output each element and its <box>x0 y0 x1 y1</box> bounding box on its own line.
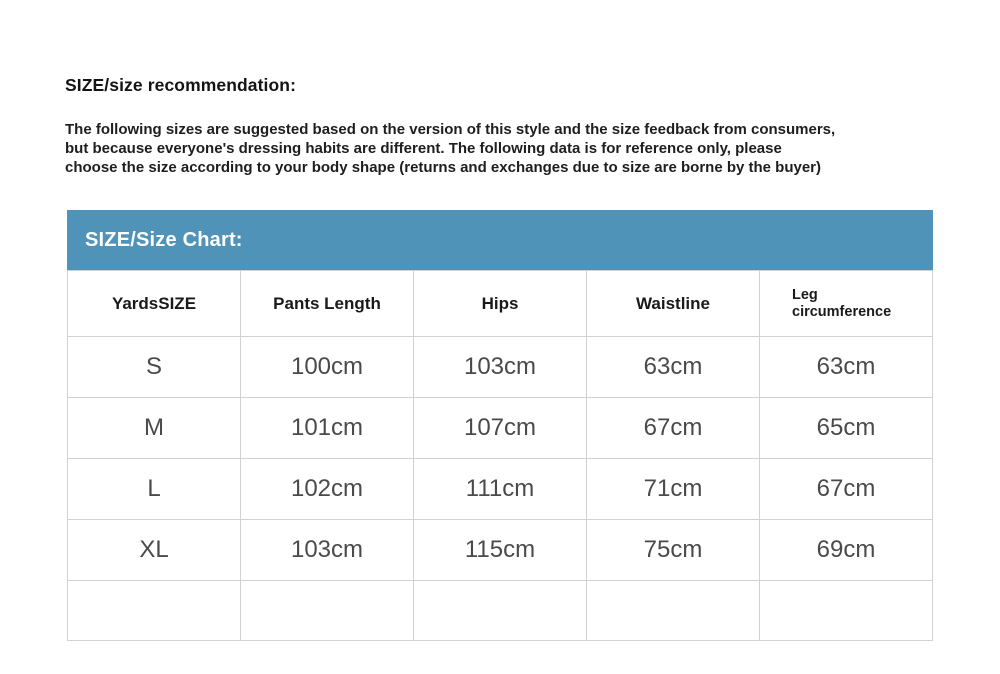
cell-size: L <box>68 459 241 520</box>
cell-empty <box>414 581 587 641</box>
cell-waistline: 71cm <box>587 459 760 520</box>
column-header-hips: Hips <box>414 271 587 337</box>
cell-leg-circumference: 69cm <box>760 520 933 581</box>
size-table-body <box>68 337 933 641</box>
cell-hips: 111cm <box>414 459 587 520</box>
size-table <box>67 270 933 641</box>
description-line-1: The following sizes are suggested based on the version of this style and the size feedback from consumers, <box>65 121 836 138</box>
cell-pants-length: 102cm <box>241 459 414 520</box>
column-header-waistline: Waistline <box>587 271 760 337</box>
size-chart-bar <box>67 210 933 270</box>
cell-hips: 103cm <box>414 337 587 398</box>
cell-pants-length: 101cm <box>241 398 414 459</box>
cell-pants-length: 100cm <box>241 337 414 398</box>
table-row-s <box>68 337 933 398</box>
cell-hips: 115cm <box>414 520 587 581</box>
column-header-yards-size: YardsSIZE <box>68 271 241 337</box>
cell-empty <box>241 581 414 641</box>
column-header-leg-circumference <box>760 271 933 337</box>
page-title: SIZE/size recommendation: <box>65 75 297 95</box>
description-line-3: choose the size according to your body shape (returns and exchanges due to size are borne by the buyer) <box>65 159 822 176</box>
cell-leg-circumference: 63cm <box>760 337 933 398</box>
table-row-xl <box>68 520 933 581</box>
table-row-m <box>68 398 933 459</box>
cell-hips: 107cm <box>414 398 587 459</box>
leg-circumference-label: Leg circumference <box>792 286 892 320</box>
size-table-head <box>68 271 933 337</box>
cell-empty <box>587 581 760 641</box>
cell-empty <box>68 581 241 641</box>
description-line-2: but because everyone's dressing habits are different. The following data is for reference only, please <box>65 140 782 157</box>
cell-leg-circumference: 65cm <box>760 398 933 459</box>
table-header-row <box>68 271 933 337</box>
cell-size: M <box>68 398 241 459</box>
cell-waistline: 67cm <box>587 398 760 459</box>
size-recommendation-text <box>65 120 835 177</box>
table-row-empty <box>68 581 933 641</box>
size-chart-bar-label: SIZE/Size Chart: <box>85 228 243 251</box>
cell-empty <box>760 581 933 641</box>
cell-pants-length: 103cm <box>241 520 414 581</box>
cell-waistline: 63cm <box>587 337 760 398</box>
cell-size: XL <box>68 520 241 581</box>
cell-leg-circumference: 67cm <box>760 459 933 520</box>
table-row-l <box>68 459 933 520</box>
cell-size: S <box>68 337 241 398</box>
column-header-pants-length: Pants Length <box>241 271 414 337</box>
cell-waistline: 75cm <box>587 520 760 581</box>
